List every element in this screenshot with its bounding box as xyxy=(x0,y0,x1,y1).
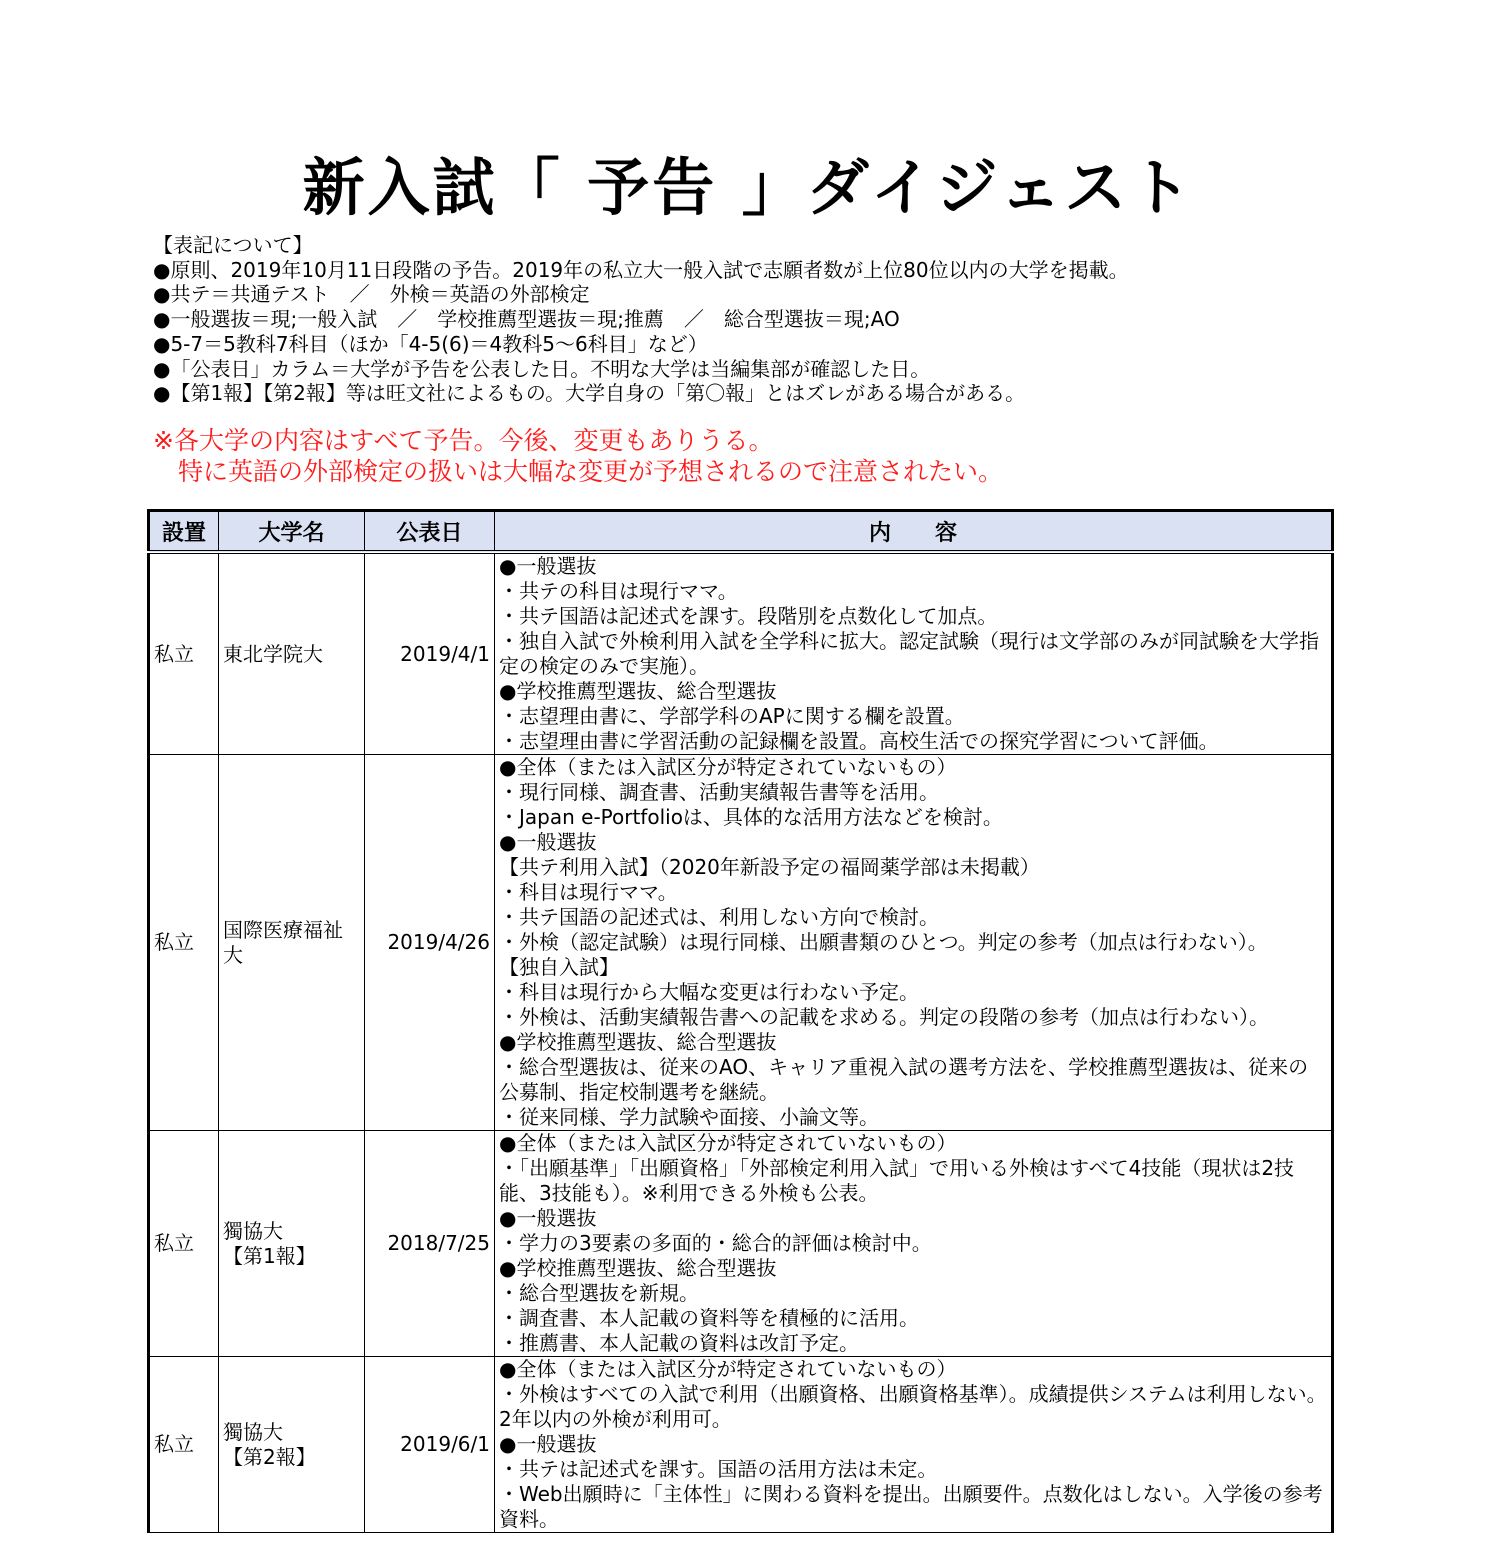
content-line: ・外検は、活動実績報告書への記載を求める。判定の段階の参考（加点は行わない）。 xyxy=(499,1005,1269,1029)
content-line: 【共テ利用入試】（2020年新設予定の福岡薬学部は未掲載） xyxy=(499,855,1040,879)
note-line: ●一般選抜＝現;一般入試 ／ 学校推薦型選抜＝現;推薦 ／ 総合型選抜＝現;AO xyxy=(153,307,900,332)
university-name: 東北学院大 xyxy=(223,641,323,666)
content-line: ・調査書、本人記載の資料等を積極的に活用。 xyxy=(499,1306,919,1330)
cell-setti: 私立 xyxy=(149,755,219,1131)
header-setti: 設置 xyxy=(149,511,219,553)
warning-notice xyxy=(153,425,1353,487)
report-number: 【第2報】 xyxy=(223,1444,316,1469)
notes-heading: 【表記について】 xyxy=(153,233,313,257)
header-university: 大学名 xyxy=(219,511,365,553)
cell-setti: 私立 xyxy=(149,552,219,755)
content-line: ・独自入試で外検利用入試を全学科に拡大。認定試験（現行は文学部のみが同試験を大学指定の検定のみで実施）。 xyxy=(499,629,1319,678)
cell-university xyxy=(219,552,365,755)
note-line: ●共テ＝共通テスト ／ 外検＝英語の外部検定 xyxy=(153,282,590,307)
content-line: 【独自入試】 xyxy=(499,955,619,979)
cell-setti: 私立 xyxy=(149,1357,219,1533)
content-line: ●全体（または入試区分が特定されていないもの） xyxy=(499,1357,957,1381)
cell-university xyxy=(219,755,365,1131)
table-row xyxy=(149,755,1333,1131)
cell-university xyxy=(219,1357,365,1533)
content-line: ●学校推薦型選抜、総合型選抜 xyxy=(499,1256,777,1280)
content-line: ・共テ国語は記述式を課す。段階別を点数化して加点。 xyxy=(499,604,998,628)
table-row xyxy=(149,1357,1333,1533)
table-row xyxy=(149,552,1333,755)
content-line: ●一般選抜 xyxy=(499,1432,597,1456)
cell-content xyxy=(495,755,1333,1131)
content-line: ●学校推薦型選抜、総合型選抜 xyxy=(499,679,777,703)
content-line: ・志望理由書に学習活動の記録欄を設置。高校生活での探究学習について評価。 xyxy=(499,729,1219,753)
content-line: ・学力の3要素の多面的・総合的評価は検討中。 xyxy=(499,1231,932,1255)
header-content: 内 容 xyxy=(495,511,1333,553)
content-line: ・共テは記述式を課す。国語の活用方法は未定。 xyxy=(499,1457,938,1481)
content-line: ・共テ国語の記述式は、利用しない方向で検討。 xyxy=(499,905,939,929)
warning-line: ※各大学の内容はすべて予告。今後、変更もありうる。 xyxy=(153,426,774,455)
cell-setti: 私立 xyxy=(149,1131,219,1357)
digest-table xyxy=(147,509,1334,1533)
university-name: 国際医療福祉大 xyxy=(223,917,343,967)
note-line: ●「公表日」カラム＝大学が予告を公表した日。不明な大学は当編集部が確認した日。 xyxy=(153,356,931,381)
content-line: ・「出願基準」「出願資格」「外部検定利用入試」で用いる外検はすべて4技能（現状は2技能、3技能も）。※利用できる外検も公表。 xyxy=(499,1156,1295,1205)
content-line: ●一般選抜 xyxy=(499,1206,597,1230)
content-line: ●一般選抜 xyxy=(499,830,597,854)
content-line: ・外検（認定試験）は現行同様、出願書類のひとつ。判定の参考（加点は行わない）。 xyxy=(499,930,1268,954)
content-line: ●全体（または入試区分が特定されていないもの） xyxy=(499,755,957,779)
header-date: 公表日 xyxy=(365,511,495,553)
note-line: ●【第1報】【第2報】等は旺文社によるもの。大学自身の「第〇報」とはズレがある場合がある。 xyxy=(153,381,1026,406)
content-line: ・科目は現行ママ。 xyxy=(499,880,678,904)
content-line: ・共テの科目は現行ママ。 xyxy=(499,579,738,603)
cell-date: 2019/4/1 xyxy=(365,552,495,755)
content-line: ・総合型選抜は、従来のAO、キャリア重視入試の選考方法を、学校推薦型選抜は、従来の公募制、指定校制選考を継続。 xyxy=(499,1055,1309,1104)
content-line: ・総合型選抜を新規。 xyxy=(499,1281,699,1305)
content-line: ・志望理由書に、学部学科のAPに関する欄を設置。 xyxy=(499,704,965,728)
warning-line: 特に英語の外部検定の扱いは大幅な変更が予想されるので注意されたい。 xyxy=(153,457,1004,486)
content-line: ●学校推薦型選抜、総合型選抜 xyxy=(499,1030,777,1054)
university-name: 獨協大 xyxy=(223,1218,283,1243)
table-header-row xyxy=(149,511,1333,553)
note-line: ●原則、2019年10月11日段階の予告。2019年の私立大一般入試で志願者数が上位80位以内の大学を掲載。 xyxy=(153,257,1129,282)
notation-notes xyxy=(153,233,1353,406)
cell-content xyxy=(495,552,1333,755)
cell-content xyxy=(495,1131,1333,1357)
cell-content xyxy=(495,1357,1333,1533)
content-line: ・現行同様、調査書、活動実績報告書等を活用。 xyxy=(499,780,939,804)
content-line: ・Web出願時に「主体性」に関わる資料を提出。出願要件。点数化はしない。入学後の参考資料。 xyxy=(499,1482,1323,1531)
page-title: 新入試「 予告 」ダイジェスト xyxy=(302,151,1195,224)
table-row xyxy=(149,1131,1333,1357)
content-line: ・科目は現行から大幅な変更は行わない予定。 xyxy=(499,980,919,1004)
note-line: ●5-7＝5教科7科目（ほか「4-5(6)＝4教科5～6科目」など） xyxy=(153,331,708,356)
cell-date: 2018/7/25 xyxy=(365,1131,495,1357)
content-line: ●一般選抜 xyxy=(499,554,597,578)
cell-university xyxy=(219,1131,365,1357)
content-line: ・従来同様、学力試験や面接、小論文等。 xyxy=(499,1105,879,1129)
content-line: ●全体（または入試区分が特定されていないもの） xyxy=(499,1131,957,1155)
content-line: ・Japan e-Portfolioは、具体的な活用方法などを検討。 xyxy=(499,805,1003,829)
report-number: 【第1報】 xyxy=(223,1243,316,1268)
content-line: ・外検はすべての入試で利用（出願資格、出願資格基準）。成績提供システムは利用しない。2年以内の外検が利用可。 xyxy=(499,1382,1327,1431)
cell-date: 2019/6/1 xyxy=(365,1357,495,1533)
cell-date: 2019/4/26 xyxy=(365,755,495,1131)
university-name: 獨協大 xyxy=(223,1419,283,1444)
content-line: ・推薦書、本人記載の資料は改訂予定。 xyxy=(499,1331,859,1355)
